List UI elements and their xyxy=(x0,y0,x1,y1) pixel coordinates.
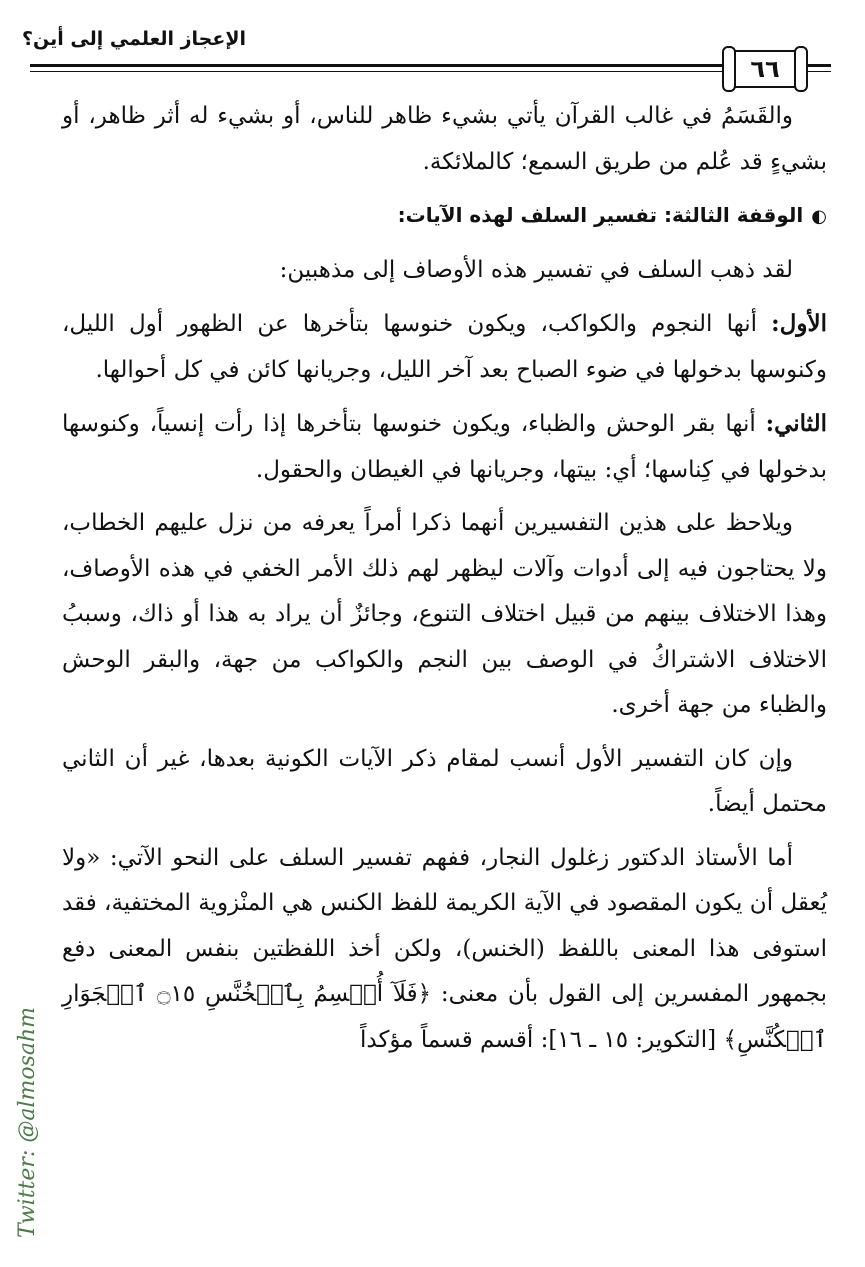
paragraph-3-lead: الأول: xyxy=(771,310,827,337)
watermark-text: Twitter: @almosahm xyxy=(15,1006,41,1239)
paragraph-1: والقَسَمُ في غالب القرآن يأتي بشيء ظاهر للناس، أو بشيء له أثر ظاهر، أو بشيءٍ قد عُلم من طريق السمع؛ كالملائكة. xyxy=(62,103,827,175)
header-rule-thick xyxy=(30,64,731,67)
bullet-icon: ◐ xyxy=(811,206,827,227)
paragraph-2: لقد ذهب السلف في تفسير هذه الأوصاف إلى مذهبين: xyxy=(279,256,793,283)
paragraph-3-text: أنها النجوم والكواكب، ويكون خنوسها بتأخرها عن الظهور أول الليل، وكنوسها بدخولها في ضوء الصباح بعد آخر الليل، وجريانها كائن في كل أحوالها. xyxy=(62,311,827,383)
paragraph-4-text: أنها بقر الوحش والظباء، ويكون خنوسها بتأخرها إذا رأت إنسياً، وكنوسها بدخولها في كِناسها؛ أي: بيتها، وجريانها في الغيطان والحقول. xyxy=(62,411,827,483)
body-text xyxy=(62,94,827,1063)
section-heading xyxy=(62,193,827,240)
watermark xyxy=(8,995,48,1250)
page-number: ٦٦ xyxy=(746,55,783,83)
paragraph-6: وإن كان التفسير الأول أنسب لمقام ذكر الآيات الكونية بعدها، غير أن الثاني محتمل أيضاً. xyxy=(62,745,827,817)
page-number-badge xyxy=(729,50,801,88)
paragraph-5: ويلاحظ على هذين التفسيرين أنهما ذكرا أمراً يعرفه من نزل عليهم الخطاب، ولا يحتاجون فيه إلى أدوات وآلات ليظهر لهم ذلك الأمر الخفي في هذه الأوصاف، وهذا الاختلاف بينهم من قبيل اختلاف التنوع، وجائزٌ أن يراد به هذا أو ذاك، وسببُ الاختلاف الاشتراكُ في الوصف بين النجم والكواكب من جهة، والبقر الوحش والظباء من جهة أخرى. xyxy=(62,510,827,718)
section-heading-text: الوقفة الثالثة: تفسير السلف لهذه الآيات: xyxy=(397,203,804,227)
page-header xyxy=(22,20,831,83)
paragraph-3 xyxy=(62,301,827,393)
header-rule-thin xyxy=(30,71,731,72)
paragraph-4-lead: الثاني: xyxy=(765,410,827,437)
running-title: الإعجاز العلمي إلى أين؟ xyxy=(22,28,246,50)
paragraph-7: أما الأستاذ الدكتور زغلول النجار، ففهم تفسير السلف على النحو الآتي: «ولا يُعقل أن يكون المقصود في الآية الكريمة للفظ الكنس هي المنْزوية المختفية، فقد استوفى هذا المعنى باللفظ (الخنس)، ولكن أخذ اللفظتين بنفس المعنى دفع بجمهور المفسرين إلى القول بأن معنى: ﴿فَلَآ أُقۡسِمُ بِٱلۡخُنَّسِ ۝١٥ ٱلۡجَوَارِ ٱلۡكُنَّسِ﴾ [التكوير: ١٥ ـ ١٦]: أقسم قسماً مؤكداً xyxy=(62,844,827,1053)
paragraph-4 xyxy=(62,401,827,493)
